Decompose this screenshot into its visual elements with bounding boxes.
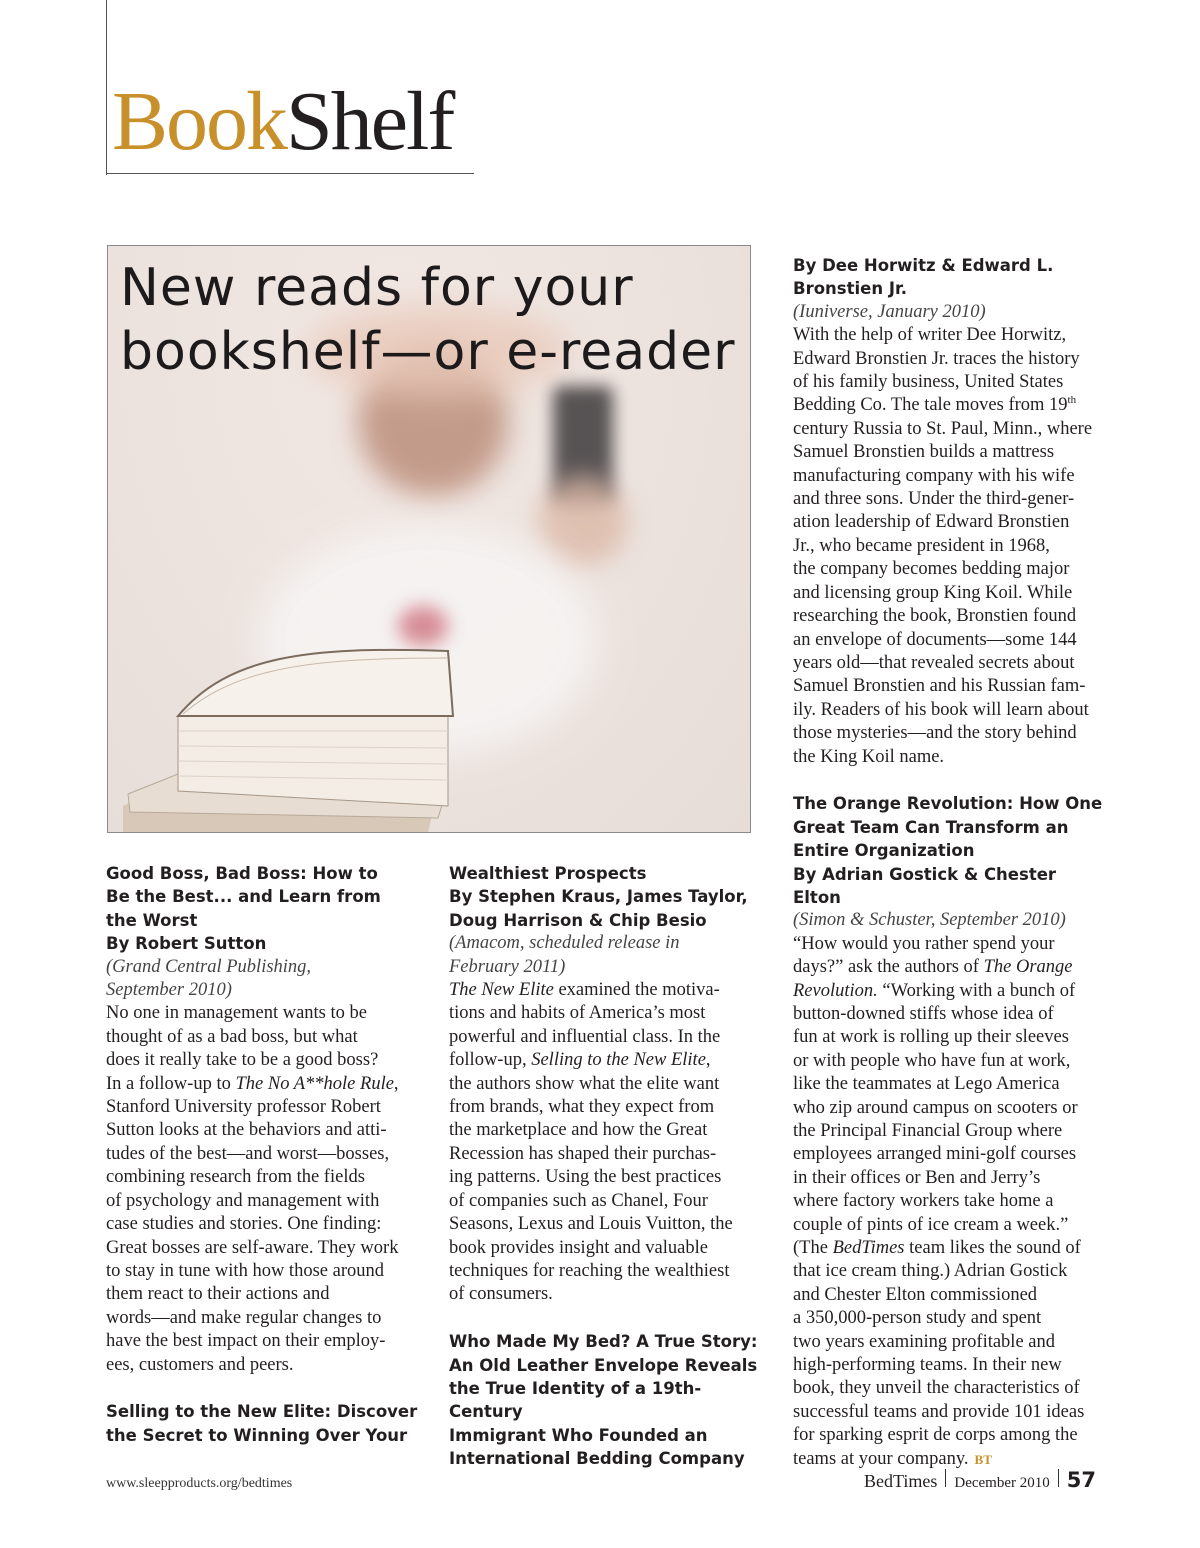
body-line bbox=[449, 979, 769, 1002]
pub-line: September 2010) bbox=[106, 980, 232, 1001]
body-line: case studies and stories. One finding: bbox=[106, 1214, 382, 1235]
folio-magazine: BedTimes bbox=[864, 1471, 938, 1491]
title-line: the True Identity of a 19th-Century bbox=[449, 1378, 702, 1422]
body-line: button-downed stiffs whose idea of bbox=[793, 1003, 1054, 1024]
body-line: thought of as a bad boss, but what bbox=[106, 1026, 358, 1047]
masthead-rule-vertical bbox=[106, 0, 107, 175]
page-number: 57 bbox=[1066, 1468, 1096, 1492]
headline-line1: New reads for your bbox=[120, 258, 634, 318]
title-line: Who Made My Bed? A True Story: bbox=[449, 1332, 758, 1352]
body-line: manufacturing company with his wife bbox=[793, 465, 1075, 486]
folio-divider bbox=[1058, 1469, 1059, 1487]
body-line: Jr., who became president in 1968, bbox=[793, 535, 1050, 556]
body-line bbox=[106, 1073, 426, 1096]
body-line: Seasons, Lexus and Louis Vuitton, the bbox=[449, 1214, 733, 1235]
text-run: examined the motiva- bbox=[553, 980, 720, 1001]
italic-title: The Orange bbox=[983, 957, 1073, 978]
publisher-selling-elite bbox=[449, 932, 769, 979]
body-line: those mysteries—and the story behind bbox=[793, 723, 1077, 744]
body-line: have the best impact on their employ- bbox=[106, 1331, 386, 1352]
book-title-selling-elite bbox=[106, 1400, 426, 1447]
body-line: to stay in tune with how those around bbox=[106, 1260, 384, 1281]
body-who-made-my-bed bbox=[793, 324, 1103, 769]
body-line: that ice cream thing.) Adrian Gostick bbox=[793, 1261, 1068, 1282]
body-line: Samuel Bronstien and his Russian fam- bbox=[793, 676, 1086, 697]
folio-divider bbox=[945, 1469, 946, 1487]
body-line: of consumers. bbox=[449, 1284, 553, 1305]
body-line: for sparking esprit de corps among the bbox=[793, 1425, 1078, 1446]
body-line: Sutton looks at the behaviors and atti- bbox=[106, 1120, 387, 1141]
text-run: Bedding Co. The tale moves from 19 bbox=[793, 395, 1068, 416]
authors-who-made-my-bed bbox=[793, 254, 1103, 301]
pub-line: (Grand Central Publishing, bbox=[106, 956, 312, 977]
publisher-orange-revolution: (Simon & Schuster, September 2010) bbox=[793, 910, 1066, 931]
column-2 bbox=[449, 862, 769, 1471]
end-mark: BT bbox=[974, 1451, 992, 1467]
body-line: ees, customers and peers. bbox=[106, 1354, 294, 1375]
body-line: tions and habits of America’s most bbox=[449, 1003, 706, 1024]
body-line: a 350,000-person study and spent bbox=[793, 1308, 1042, 1329]
body-line: couple of pints of ice cream a week.” bbox=[793, 1214, 1069, 1235]
body-line: combining research from the fields bbox=[106, 1167, 365, 1188]
body-line: book provides insight and valuable bbox=[449, 1237, 708, 1258]
title-line: the Worst bbox=[106, 910, 198, 930]
headline bbox=[120, 256, 736, 384]
title-line: Selling to the New Elite: Discover bbox=[106, 1402, 418, 1422]
body-line: and licensing group King Koil. While bbox=[793, 582, 1073, 603]
body-line: and Chester Elton commissioned bbox=[793, 1284, 1038, 1305]
body-line: from brands, what they expect from bbox=[449, 1097, 715, 1118]
body-line: them react to their actions and bbox=[106, 1284, 330, 1305]
body-line: Samuel Bronstien builds a mattress bbox=[793, 442, 1055, 463]
text-run: days?” ask the authors of bbox=[793, 957, 984, 978]
book-title-who-made-my-bed bbox=[449, 1330, 769, 1470]
text-run: team likes the sound of bbox=[904, 1238, 1081, 1259]
text-run: , bbox=[705, 1050, 711, 1071]
author-line: By Robert Sutton bbox=[106, 934, 267, 954]
body-line: words—and make regular changes to bbox=[106, 1307, 382, 1328]
body-line: successful teams and provide 101 ideas bbox=[793, 1401, 1085, 1422]
masthead-book: Book bbox=[112, 75, 287, 168]
body-line: fun at work is rolling up their sleeves bbox=[793, 1027, 1069, 1048]
folio bbox=[864, 1468, 1096, 1492]
masthead-shelf: Shelf bbox=[286, 75, 454, 168]
body-line: century Russia to St. Paul, Minn., where bbox=[793, 418, 1093, 439]
book-title-good-boss bbox=[106, 862, 426, 956]
body-line: in their offices or Ben and Jerry’s bbox=[793, 1167, 1041, 1188]
body-orange-revolution bbox=[793, 933, 1103, 1471]
title-line: Good Boss, Bad Boss: How to bbox=[106, 864, 378, 883]
body-line: Recession has shaped their purchas- bbox=[449, 1143, 717, 1164]
body-line: or with people who have fun at work, bbox=[793, 1050, 1071, 1071]
body-line: ation leadership of Edward Bronstien bbox=[793, 512, 1070, 533]
body-line: the marketplace and how the Great bbox=[449, 1120, 708, 1141]
body-line: of his family business, United States bbox=[793, 372, 1064, 393]
body-line: the King Koil name. bbox=[793, 746, 945, 767]
title-line: Great Team Can Transform an bbox=[793, 817, 1069, 837]
author-line: Doug Harrison & Chip Besio bbox=[449, 910, 707, 930]
body-line: an envelope of documents—some 144 bbox=[793, 629, 1077, 650]
pub-line: (Amacom, scheduled release in bbox=[449, 933, 680, 954]
text-run: In a follow-up to bbox=[106, 1073, 236, 1094]
body-line: two years examining profitable and bbox=[793, 1331, 1055, 1352]
body-line: the Principal Financial Group where bbox=[793, 1121, 1063, 1142]
italic-title: The No A**hole Rule bbox=[235, 1073, 394, 1094]
title-line: Entire Organization bbox=[793, 841, 975, 861]
body-line bbox=[449, 1049, 769, 1072]
text-run: teams at your company. bbox=[793, 1448, 969, 1469]
author-line: By Adrian Gostick & Chester Elton bbox=[793, 864, 1057, 907]
body-line bbox=[793, 980, 1103, 1003]
body-line: powerful and influential class. In the bbox=[449, 1026, 721, 1047]
italic-title: Revolution. bbox=[793, 980, 878, 1001]
body-line: does it really take to be a good boss? bbox=[106, 1050, 379, 1071]
body-line: years old—that revealed secrets about bbox=[793, 652, 1075, 673]
footer-url[interactable]: www.sleepproducts.org/bedtimes bbox=[106, 1476, 293, 1491]
text-run: , bbox=[393, 1073, 399, 1094]
body-line bbox=[793, 956, 1103, 979]
body-line: of companies such as Chanel, Four bbox=[449, 1190, 708, 1211]
body-line: With the help of writer Dee Horwitz, bbox=[793, 325, 1067, 346]
superscript: th bbox=[1067, 394, 1077, 407]
body-line: the authors show what the elite want bbox=[449, 1073, 720, 1094]
body-line: “How would you rather spend your bbox=[793, 933, 1055, 954]
body-line bbox=[793, 1237, 1103, 1260]
body-line: high-performing teams. In their new bbox=[793, 1355, 1062, 1376]
body-line: employees arranged mini-golf courses bbox=[793, 1144, 1077, 1165]
feature-photo bbox=[107, 245, 751, 833]
body-line: Stanford University professor Robert bbox=[106, 1097, 381, 1118]
body-line: who zip around campus on scooters or bbox=[793, 1097, 1078, 1118]
folio-date: December 2010 bbox=[954, 1475, 1050, 1491]
title-line: Be the Best... and Learn from bbox=[106, 887, 381, 907]
body-selling-elite bbox=[449, 979, 769, 1307]
italic-title: The New Elite bbox=[449, 980, 554, 1001]
title-line: International Bedding Company bbox=[449, 1449, 745, 1469]
headline-line2: bookshelf—or e-reader bbox=[120, 322, 736, 382]
column-1 bbox=[106, 862, 426, 1447]
body-line: like the teammates at Lego America bbox=[793, 1074, 1060, 1095]
book-title-selling-elite-cont bbox=[449, 862, 769, 932]
book-title-orange-revolution bbox=[793, 792, 1103, 909]
body-line: of psychology and management with bbox=[106, 1190, 380, 1211]
body-line: and three sons. Under the third-gener- bbox=[793, 489, 1075, 510]
text-run: follow-up, bbox=[449, 1050, 532, 1071]
body-good-boss bbox=[106, 1002, 426, 1377]
text-run: “Working with a bunch of bbox=[877, 980, 1076, 1001]
body-line: ing patterns. Using the best practices bbox=[449, 1167, 722, 1188]
body-line: Edward Bronstien Jr. traces the history bbox=[793, 348, 1080, 369]
author-line: Bronstien Jr. bbox=[793, 279, 908, 299]
masthead-rule-horizontal bbox=[106, 173, 474, 174]
column-3 bbox=[793, 254, 1103, 1471]
body-line: researching the book, Bronstien found bbox=[793, 606, 1077, 627]
body-line: Great bosses are self-aware. They work bbox=[106, 1237, 399, 1258]
author-line: By Dee Horwitz & Edward L. bbox=[793, 256, 1054, 275]
title-line: the Secret to Winning Over Your bbox=[106, 1425, 408, 1445]
body-line: tudes of the best—and worst—bosses, bbox=[106, 1143, 390, 1164]
author-line: By Stephen Kraus, James Taylor, bbox=[449, 887, 748, 907]
body-line bbox=[793, 394, 1103, 417]
pub-line: February 2011) bbox=[449, 956, 566, 977]
publisher-who-made-my-bed: (Iuniverse, January 2010) bbox=[793, 301, 986, 322]
body-line: the company becomes bedding major bbox=[793, 559, 1070, 580]
section-masthead bbox=[112, 72, 453, 172]
title-line: The Orange Revolution: How One bbox=[793, 794, 1103, 814]
body-line: No one in management wants to be bbox=[106, 1003, 367, 1024]
title-line: Wealthiest Prospects bbox=[449, 864, 647, 883]
publisher-good-boss bbox=[106, 956, 426, 1003]
title-line: An Old Leather Envelope Reveals bbox=[449, 1355, 758, 1375]
text-run: (The bbox=[793, 1238, 833, 1259]
body-line: ily. Readers of his book will learn about bbox=[793, 699, 1089, 720]
italic-title: BedTimes bbox=[832, 1238, 905, 1259]
italic-title: Selling to the New Elite bbox=[531, 1050, 706, 1071]
body-line: techniques for reaching the wealthiest bbox=[449, 1260, 730, 1281]
body-line: book, they unveil the characteristics of bbox=[793, 1378, 1080, 1399]
body-line: where factory workers take home a bbox=[793, 1191, 1054, 1212]
title-line: Immigrant Who Founded an bbox=[449, 1425, 708, 1445]
